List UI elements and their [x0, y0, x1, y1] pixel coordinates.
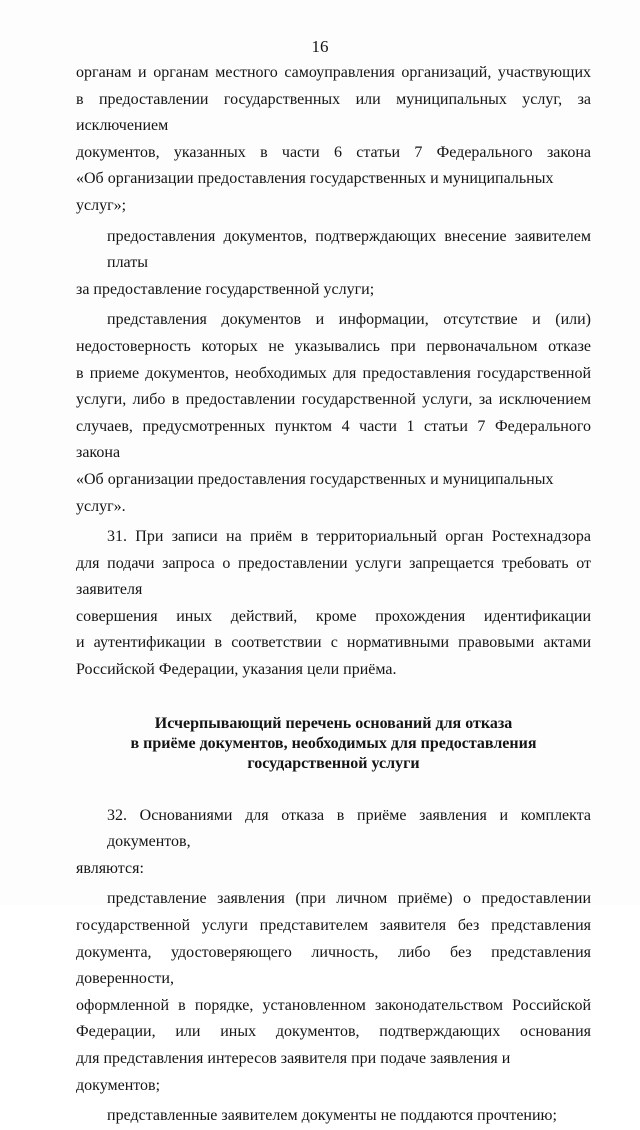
text-line: Федерации, или иных документов, подтверждающих основания	[76, 1023, 591, 1041]
text-line: и аутентификации в соответствии с нормативными правовыми актами	[76, 634, 591, 652]
text-line: 32. Основаниями для отказа в приёме заявления и комплекта документов,	[107, 806, 591, 851]
text-line: совершения иных действий, кроме прохождения идентификации	[76, 607, 591, 625]
paragraph-7	[76, 1103, 591, 1130]
text-line: представленные заявителем документы не поддаются прочтению;	[107, 1107, 557, 1125]
text-line: являются:	[76, 859, 144, 877]
text-line: «Об организации предоставления государственных и муниципальных услуг»;	[76, 170, 554, 214]
text-line: для представления интересов заявителя при подаче заявления и документов;	[76, 1050, 511, 1094]
text-line: «Об организации предоставления государственных и муниципальных услуг».	[76, 470, 554, 515]
page-number: 16	[311, 37, 329, 56]
text-line: представления документов и информации, отсутствие и (или)	[107, 311, 591, 329]
text-line: государственной услуги представителем заявителя без представления	[76, 917, 591, 935]
section-heading	[76, 714, 591, 774]
paragraph-3	[76, 307, 591, 520]
text-line: случаев, предусмотренных пунктом 4 части 1 статьи 7 Федерального закона	[76, 417, 591, 462]
text-line: в предоставлении государственных или муниципальных услуг, за исключением	[76, 90, 591, 135]
text-line: органам и органам местного самоуправления организаций, участвующих	[76, 64, 591, 81]
text-line: для подачи запроса о предоставлении услуги запрещается требовать от заявителя	[76, 554, 591, 599]
heading-line: Исчерпывающий перечень оснований для отказа	[154, 714, 513, 732]
text-line: 31. При записи на приём в территориальный орган Ростехнадзора	[107, 528, 591, 546]
text-line: документов, указанных в части 6 статьи 7 Федерального закона	[76, 143, 591, 161]
text-line: предоставления документов, подтверждающих внесение заявителем платы	[107, 227, 591, 272]
document-body	[76, 60, 591, 1130]
text-line: в приеме документов, необходимых для предоставления государственной	[76, 364, 591, 382]
paragraph-6	[76, 886, 591, 1099]
text-line: услуги, либо в предоставлении государственной услуги, за исключением	[76, 391, 591, 409]
paragraph-31	[76, 524, 591, 684]
heading-line: в приёме документов, необходимых для предоставления	[130, 734, 537, 752]
text-line: документа, удостоверяющего личность, либо без представления доверенности,	[76, 943, 591, 988]
paragraph-2	[76, 224, 591, 304]
paragraph-1	[76, 60, 591, 220]
text-line: за предоставление государственной услуги;	[76, 280, 375, 298]
heading-line: государственной услуги	[247, 754, 420, 772]
text-line: оформленной в порядке, установленном законодательством Российской	[76, 996, 591, 1014]
text-line: Российской Федерации, указания цели приёма.	[76, 661, 397, 679]
paragraph-32	[76, 803, 591, 883]
text-line: представление заявления (при личном приёме) о предоставлении	[107, 890, 591, 908]
text-line: недостоверность которых не указывались при первоначальном отказе	[76, 337, 591, 355]
